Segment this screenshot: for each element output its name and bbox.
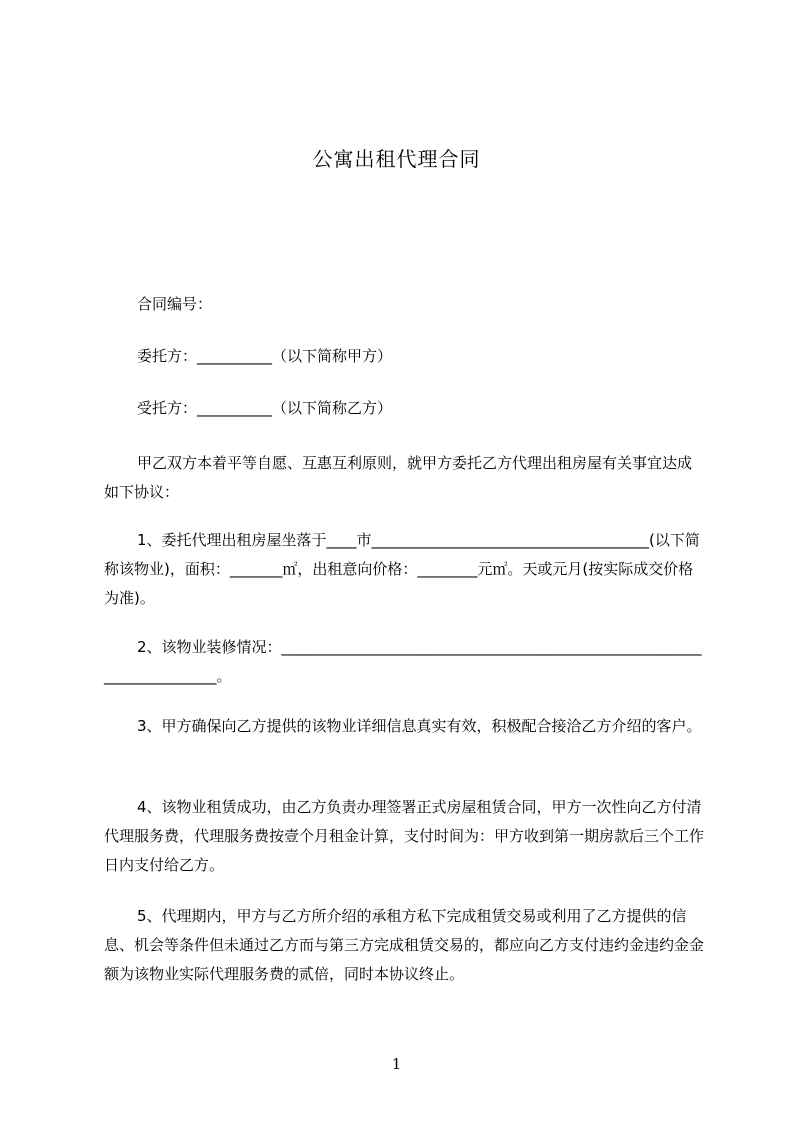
clause-2: 2、该物业装修情况：_______________________________________________________________________。	[104, 638, 702, 685]
intro-paragraph: 甲乙双方本着平等自愿、互惠互利原则，就甲方委托乙方代理出租房屋有关事宜达成如下协议：	[104, 454, 693, 501]
clause-1: 1、委托代理出租房屋坐落于____市_____________________________________(以下简称该物业)，面积：_______㎡，出租意向价格：________元㎡。天或元月(按实际成交价格为准)。	[104, 531, 700, 607]
clause-4: 4、该物业租赁成功，由乙方负责办理签署正式房屋租赁合同，甲方一次性向乙方付清代理服务费，代理服务费按壹个月租金计算，支付时间为：甲方收到第一期房款后三个工作日内支付给乙方。	[104, 798, 705, 874]
agent-line: 受托方：__________（以下简称乙方）	[137, 399, 393, 417]
principal-line: 委托方：__________（以下简称甲方）	[137, 347, 393, 365]
clause-3: 3、甲方确保向乙方提供的该物业详细信息真实有效，积极配合接洽乙方介绍的客户。	[137, 717, 702, 735]
document-title: 公寓出租代理合同	[312, 147, 481, 171]
contract-number-line: 合同编号：	[137, 295, 213, 313]
clause-5: 5、代理期内，甲方与乙方所介绍的承租方私下完成租赁交易或利用了乙方提供的信息、机会等条件但未通过乙方而与第三方完成租赁交易的，都应向乙方支付违约金违约金金额为该物业实际代理服务费的贰倍，同时本协议终止。	[104, 907, 705, 983]
page-number: 1	[391, 1055, 402, 1073]
